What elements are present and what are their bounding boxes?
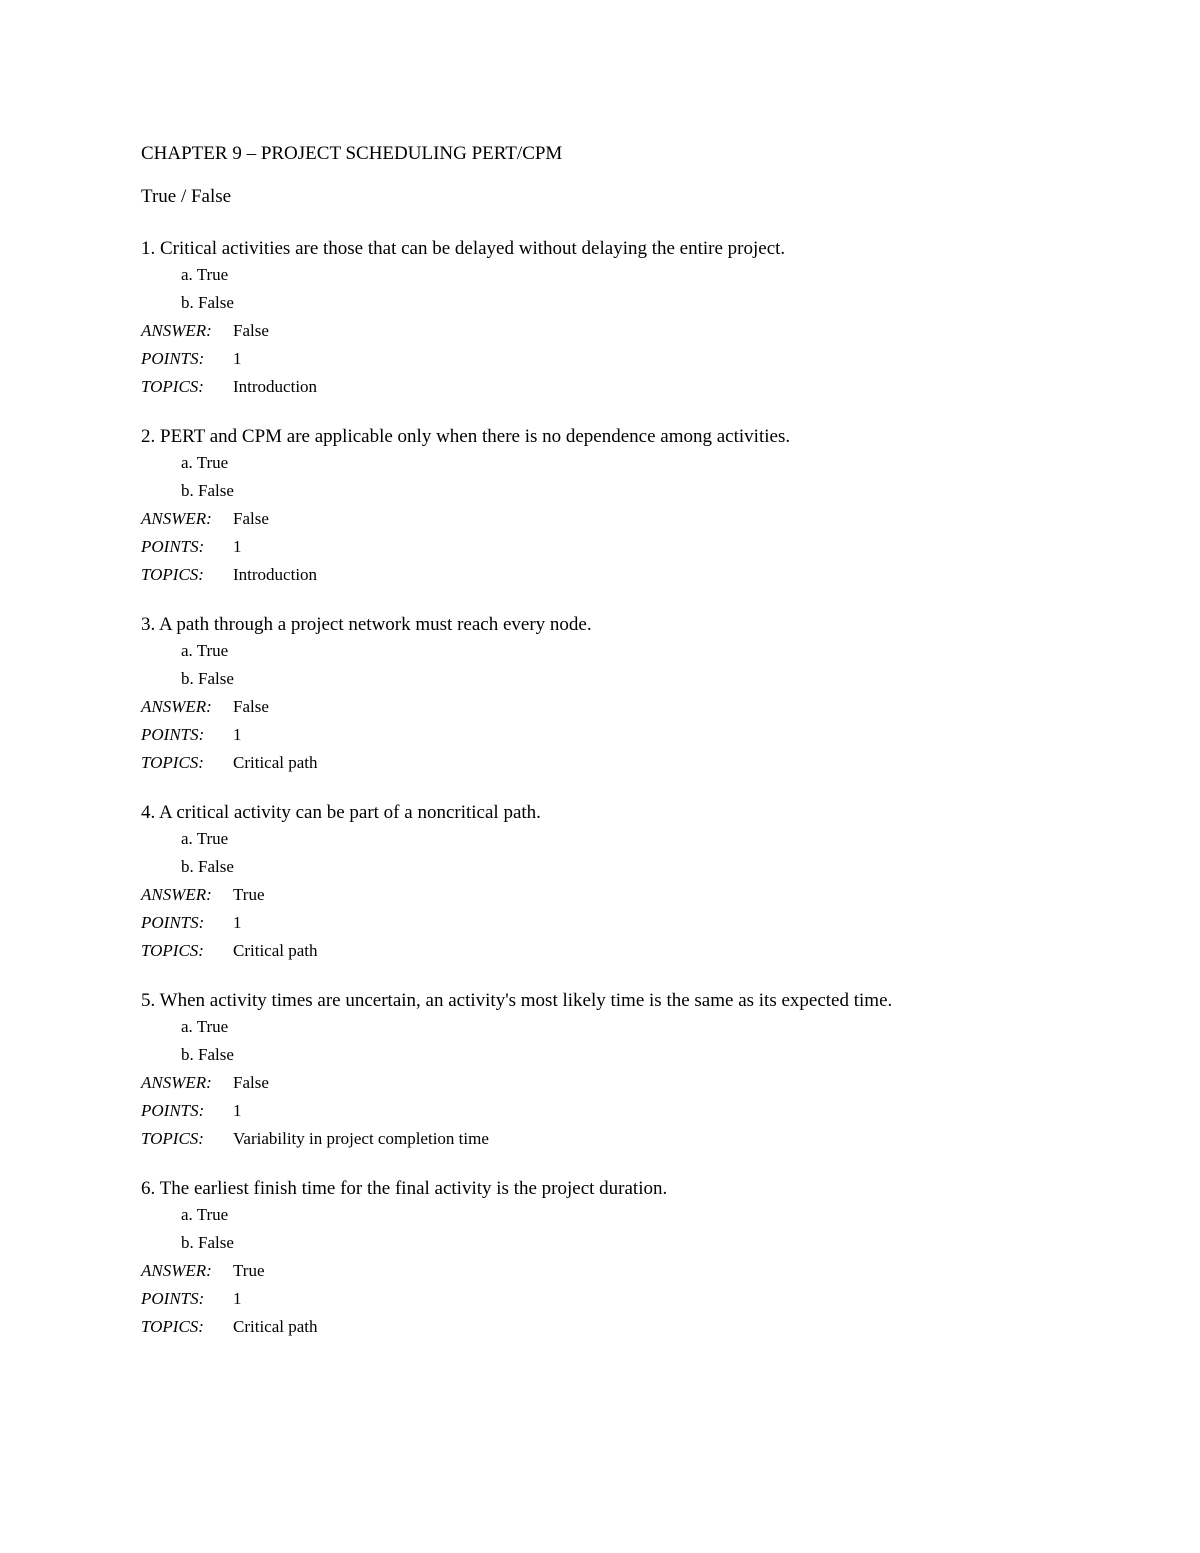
points-row [141,345,1121,373]
points-label: POINTS: [141,349,205,368]
points-row [141,533,1121,561]
answer-option: b. False [181,857,234,876]
question-text: 3. A path through a project network must reach every node. [141,614,592,635]
topics-row [141,1125,1121,1153]
document-page [141,142,1121,1341]
answer-row [141,317,1121,345]
points-value: 1 [233,1289,242,1308]
points-label: POINTS: [141,725,205,744]
answer-label: ANSWER: [141,885,212,904]
topics-value: Critical path [233,753,318,772]
question-list [141,237,1121,1341]
answer-label: ANSWER: [141,1073,212,1092]
answer-option: a. True [181,1205,229,1224]
answer-row [141,1257,1121,1285]
points-label: POINTS: [141,1101,205,1120]
topics-label: TOPICS: [141,565,204,584]
answer-option: b. False [181,669,234,688]
answer-option: b. False [181,1233,234,1252]
topics-value: Critical path [233,1317,318,1336]
topics-value: Variability in project completion time [233,1129,489,1148]
answer-value: False [233,697,269,716]
answer-option: b. False [181,481,234,500]
points-row [141,721,1121,749]
question-item [141,989,1121,1153]
question-item [141,237,1121,401]
answer-option: a. True [181,641,229,660]
topics-label: TOPICS: [141,1129,204,1148]
points-row [141,1285,1121,1313]
points-label: POINTS: [141,1289,205,1308]
topics-label: TOPICS: [141,941,204,960]
points-value: 1 [233,537,242,556]
topics-row [141,373,1121,401]
answer-row [141,693,1121,721]
topics-row [141,561,1121,589]
topics-label: TOPICS: [141,1317,204,1336]
answer-option: a. True [181,265,229,284]
points-value: 1 [233,1101,242,1120]
answer-value: False [233,509,269,528]
points-value: 1 [233,725,242,744]
question-item [141,613,1121,777]
topics-label: TOPICS: [141,753,204,772]
topics-row [141,749,1121,777]
answer-option: b. False [181,1045,234,1064]
answer-option: a. True [181,453,229,472]
points-label: POINTS: [141,913,205,932]
question-text: 6. The earliest finish time for the final activity is the project duration. [141,1178,668,1199]
answer-value: False [233,1073,269,1092]
question-item [141,425,1121,589]
topics-value: Critical path [233,941,318,960]
answer-label: ANSWER: [141,697,212,716]
chapter-title: CHAPTER 9 – PROJECT SCHEDULING PERT/CPM [141,143,563,164]
answer-row [141,1069,1121,1097]
answer-value: True [233,885,265,904]
topics-label: TOPICS: [141,377,204,396]
question-text: 5. When activity times are uncertain, an activity's most likely time is the same as its expected time. [141,990,893,1011]
section-heading: True / False [141,186,232,207]
answer-value: True [233,1261,265,1280]
answer-label: ANSWER: [141,321,212,340]
points-label: POINTS: [141,537,205,556]
answer-option: a. True [181,829,229,848]
points-value: 1 [233,349,242,368]
question-text: 1. Critical activities are those that can be delayed without delaying the entire project. [141,238,786,259]
topics-value: Introduction [233,377,318,396]
answer-row [141,505,1121,533]
topics-value: Introduction [233,565,318,584]
points-row [141,909,1121,937]
topics-row [141,937,1121,965]
answer-option: b. False [181,293,234,312]
answer-row [141,881,1121,909]
topics-row [141,1313,1121,1341]
question-item [141,801,1121,965]
points-value: 1 [233,913,242,932]
question-text: 4. A critical activity can be part of a noncritical path. [141,802,541,823]
points-row [141,1097,1121,1125]
question-text: 2. PERT and CPM are applicable only when there is no dependence among activities. [141,426,791,447]
question-item [141,1177,1121,1341]
answer-label: ANSWER: [141,509,212,528]
answer-value: False [233,321,269,340]
answer-option: a. True [181,1017,229,1036]
answer-label: ANSWER: [141,1261,212,1280]
